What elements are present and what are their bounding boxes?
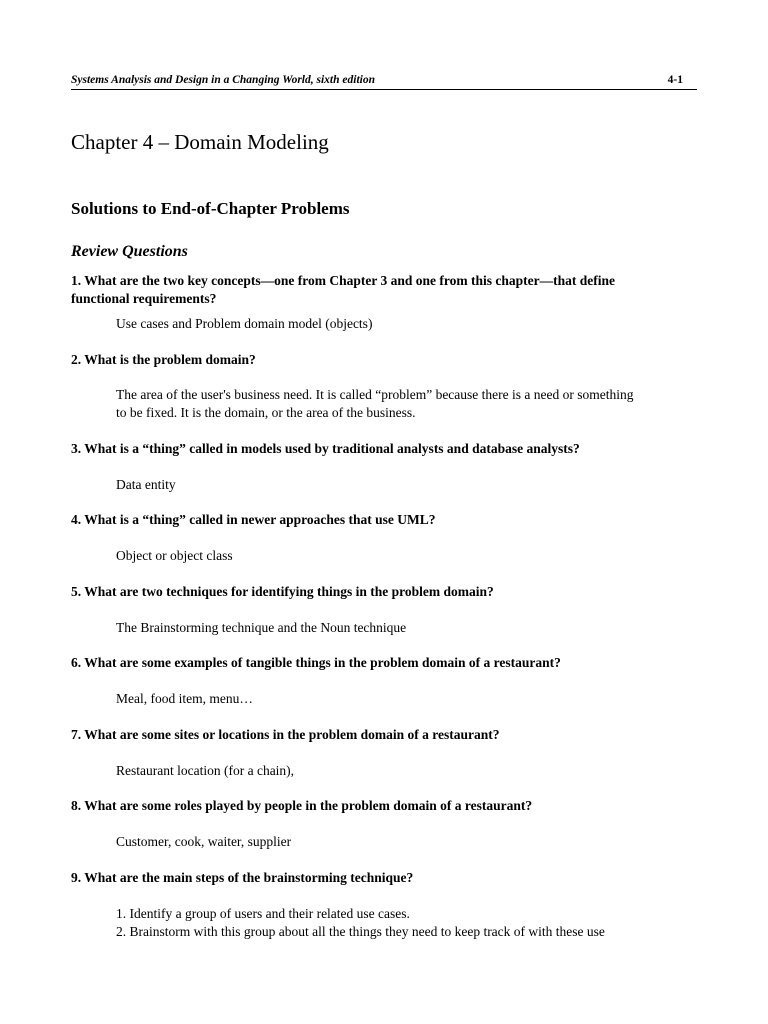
question-line: 4. What is a “thing” called in newer approaches that use UML?	[71, 512, 436, 527]
answer-6	[116, 690, 716, 708]
answer-line: Data entity	[116, 477, 176, 492]
answer-7	[116, 762, 716, 780]
question-5	[71, 583, 711, 601]
answer-9	[116, 905, 716, 941]
chapter-title: Chapter 4 – Domain Modeling	[71, 130, 329, 154]
answer-line: to be fixed. It is the domain, or the area of the business.	[116, 405, 416, 420]
question-line: 1. What are the two key concepts—one from Chapter 3 and one from this chapter—that define	[71, 273, 615, 288]
question-6	[71, 654, 711, 672]
answer-8	[116, 833, 716, 851]
answer-1	[116, 315, 716, 333]
question-line: 9. What are the main steps of the brainstorming technique?	[71, 870, 414, 885]
question-9	[71, 869, 711, 887]
running-header	[71, 72, 697, 90]
answer-4	[116, 547, 716, 565]
answer-3	[116, 476, 716, 494]
answer-line: Meal, food item, menu…	[116, 691, 253, 706]
question-3	[71, 440, 711, 458]
header-page-number: 4-1	[667, 74, 683, 86]
answer-line: Use cases and Problem domain model (objects)	[116, 316, 373, 331]
subsection-title: Review Questions	[71, 243, 188, 260]
answer-line: Object or object class	[116, 548, 233, 563]
question-line: 2. What is the problem domain?	[71, 352, 256, 367]
answer-5	[116, 619, 716, 637]
question-line: 5. What are two techniques for identifying things in the problem domain?	[71, 584, 494, 599]
answer-line: 2. Brainstorm with this group about all the things they need to keep track of with these use	[116, 924, 605, 939]
question-line: 7. What are some sites or locations in the problem domain of a restaurant?	[71, 727, 500, 742]
header-book-title: Systems Analysis and Design in a Changing World, sixth edition	[71, 74, 375, 86]
question-7	[71, 726, 711, 744]
answer-line: The area of the user's business need. It is called “problem” because there is a need or something	[116, 387, 634, 402]
question-line: 3. What is a “thing” called in models used by traditional analysts and database analysts?	[71, 441, 580, 456]
answer-line: Customer, cook, waiter, supplier	[116, 834, 292, 849]
answer-2	[116, 386, 716, 422]
answer-line: The Brainstorming technique and the Noun technique	[116, 620, 407, 635]
question-4	[71, 511, 711, 529]
question-1	[71, 272, 711, 308]
question-line: 8. What are some roles played by people in the problem domain of a restaurant?	[71, 798, 533, 813]
section-title: Solutions to End-of-Chapter Problems	[71, 199, 350, 218]
question-line: functional requirements?	[71, 291, 217, 306]
answer-line: 1. Identify a group of users and their related use cases.	[116, 906, 410, 921]
question-2	[71, 351, 711, 369]
question-8	[71, 797, 711, 815]
answer-line: Restaurant location (for a chain),	[116, 763, 295, 778]
question-line: 6. What are some examples of tangible things in the problem domain of a restaurant?	[71, 655, 561, 670]
